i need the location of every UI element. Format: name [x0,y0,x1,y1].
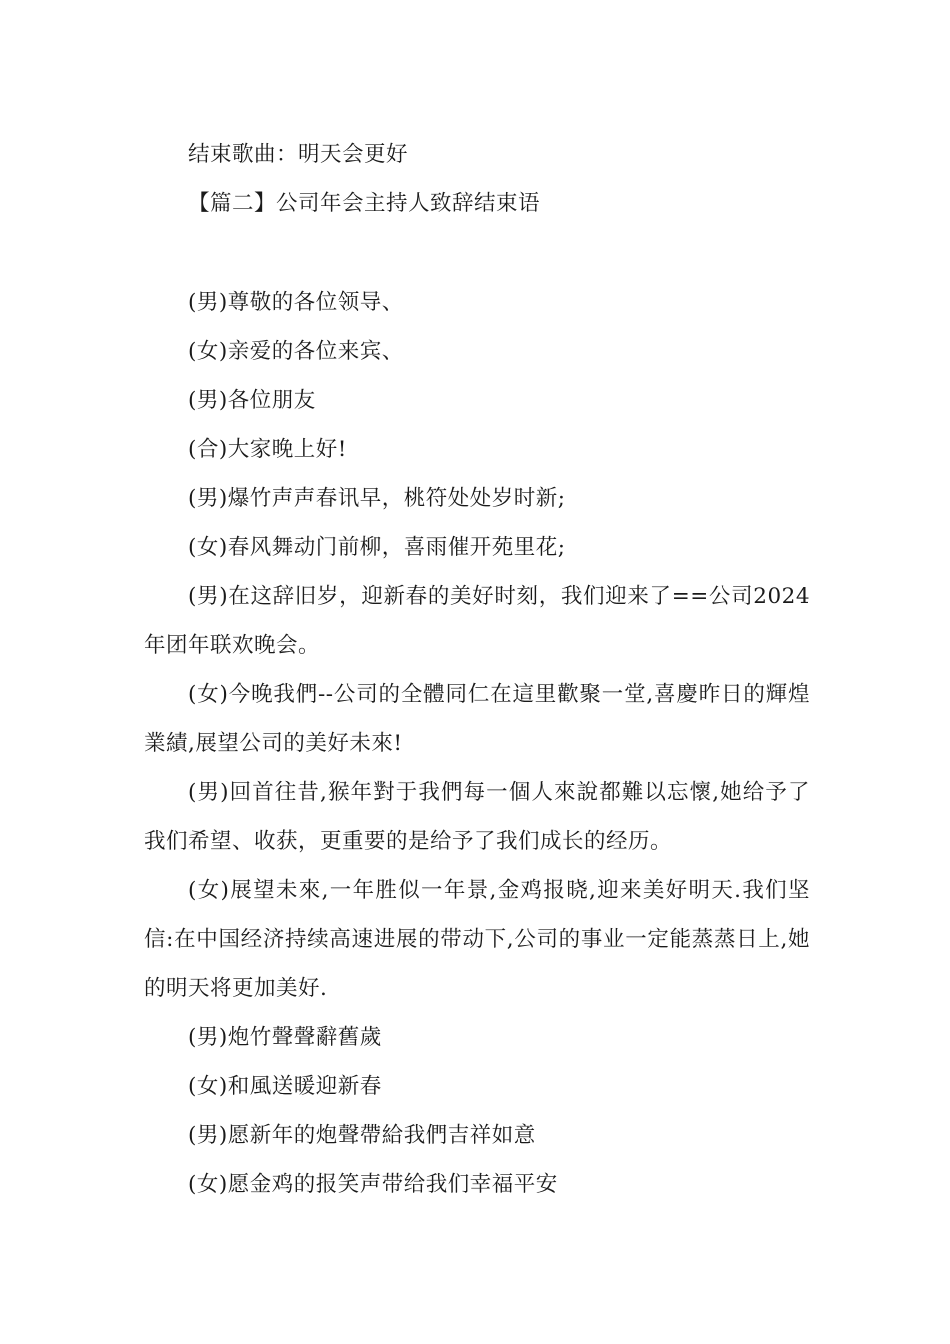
paragraph: (男)爆竹声声春讯早，桃符处处岁时新; [188,486,566,511]
section-heading: 【篇二】公司年会主持人致辞结束语 [188,191,541,216]
paragraph: (女)愿金鸡的报笑声带给我们幸福平安 [188,1172,558,1197]
paragraph: (男)回首往昔,猴年對于我們每一個人來說都難以忘懷,她给予了我们希望、收获，更重要的是给予了我们成长的经历。 [144,780,810,854]
paragraph: (男)愿新年的炮聲帶給我們吉祥如意 [188,1123,536,1148]
paragraph: (合)大家晚上好! [188,437,347,462]
document-body [144,130,810,1209]
paragraph: (女)和風送暖迎新春 [188,1074,382,1099]
paragraph: (女)展望未來,一年胜似一年景,金鸡报晓,迎来美好明天.我们坚信:在中国经济持续高速进展的带动下,公司的事业一定能蒸蒸日上,她的明天将更加美好. [144,878,810,1001]
paragraph: (男)尊敬的各位领导、 [188,290,404,315]
blank-line [144,228,810,278]
paragraph: (女)亲爱的各位来宾、 [188,339,404,364]
paragraph: (女)今晚我們--公司的全體同仁在這里歡聚一堂,喜慶昨日的輝煌業績,展望公司的美好未來! [144,682,810,756]
paragraph: (男)各位朋友 [188,388,316,413]
paragraph: (女)春风舞动门前柳，喜雨催开苑里花; [188,535,566,560]
closing-song-line: 结束歌曲：明天会更好 [188,142,409,167]
paragraph: (男)炮竹聲聲辭舊歲 [188,1025,382,1050]
paragraph: (男)在这辞旧岁，迎新春的美好时刻，我们迎来了==公司2024年团年联欢晚会。 [144,584,810,658]
